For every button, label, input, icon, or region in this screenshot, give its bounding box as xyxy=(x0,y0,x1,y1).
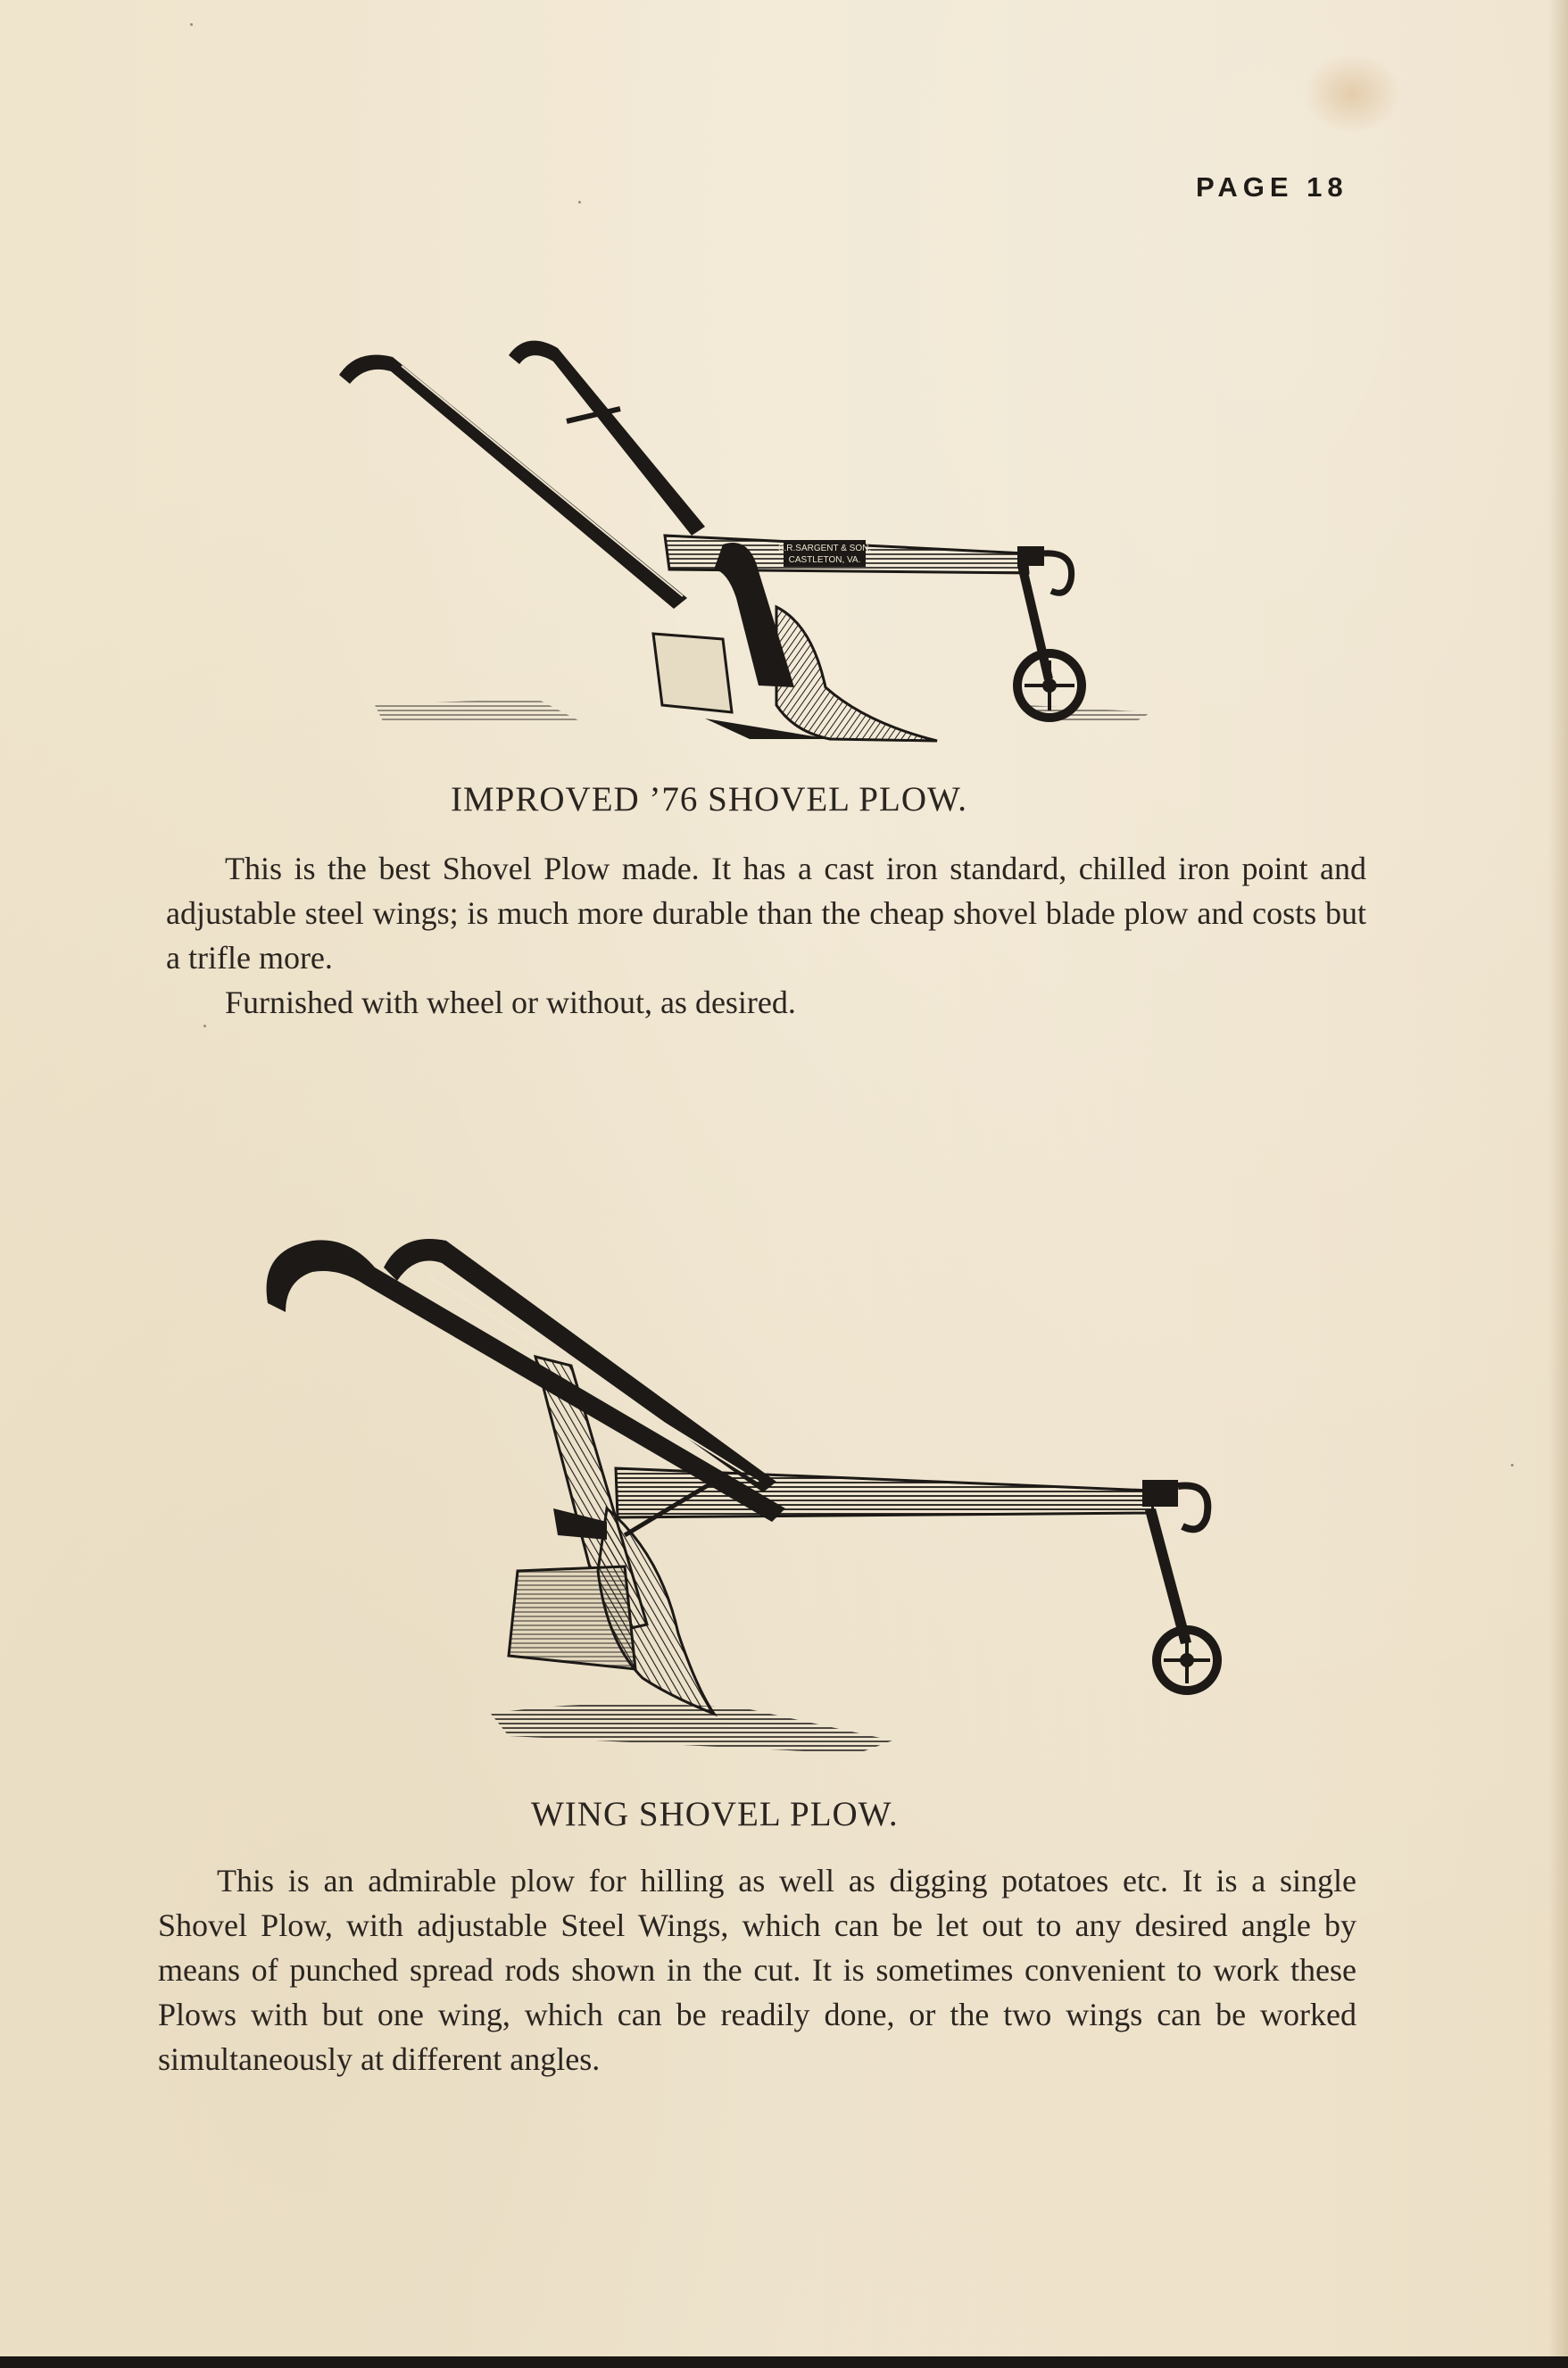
plow-wheel xyxy=(1017,653,1082,718)
beam-stamp-line2: CASTLETON, VA. xyxy=(788,555,861,565)
speck xyxy=(203,1025,206,1027)
page-number: PAGE 18 xyxy=(1196,171,1348,203)
plow1-title: IMPROVED ’76 SHOVEL PLOW. xyxy=(451,780,967,818)
plow2-description xyxy=(158,1858,1356,2081)
ground-shading xyxy=(491,1704,892,1754)
plow1-paragraph-1: This is the best Shovel Plow made. It has a cast iron standard, chilled iron point and adjustable steel wings; is much more durable than the cheap shovel blade plow and costs but a trifle more. xyxy=(166,851,1366,976)
improved-shovel-plow-illustration xyxy=(330,312,1205,759)
plow1-paragraph-2: Furnished with wheel or without, as desired. xyxy=(225,985,796,1020)
paper-stain xyxy=(1303,54,1401,134)
page-edge-shadow xyxy=(1548,0,1568,2368)
speck xyxy=(190,23,193,26)
plow1-description xyxy=(166,846,1366,1025)
bottom-edge xyxy=(0,2356,1568,2368)
wing-shovel-plow-illustration xyxy=(250,1214,1276,1767)
plow2-title: WING SHOVEL PLOW. xyxy=(531,1795,899,1833)
speck xyxy=(1511,1464,1514,1466)
plow-wheel xyxy=(1157,1630,1217,1691)
beam-stamp-line1: S.R.SARGENT & SON. xyxy=(777,544,872,553)
speck xyxy=(578,201,581,204)
plow2-paragraph-1: This is an admirable plow for hilling as well as digging potatoes etc. It is a single Shovel Plow, with adjustable Steel Wings, which can be let out to any desired angle by means of punched spread rods shown in the cut. It is sometimes convenient to work these Plows with but one wing, which can be readily done, or the two wings can be worked simultaneously at different angles. xyxy=(158,1863,1356,2077)
